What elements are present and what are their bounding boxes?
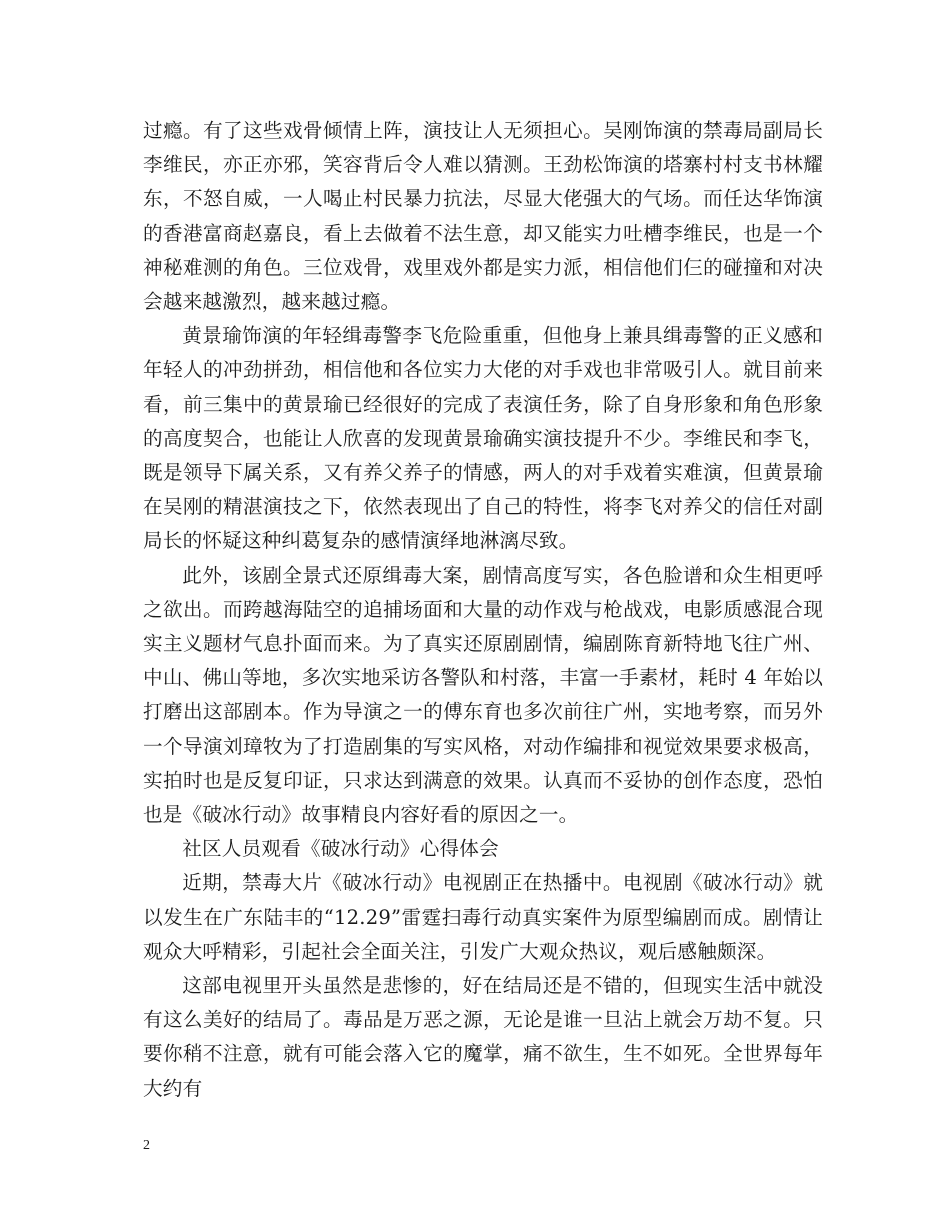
paragraph: 此外，该剧全景式还原缉毒大案，剧情高度写实，各色脸谱和众生相更呼之欲出。而跨越海陆空的追捕场面和大量的动作戏与枪战戏，电影质感混合现实主义题材气息扑面而来。为了真实还原剧剧情，编剧陈育新特地飞往广州、中山、佛山等地，多次实地采访各警队和村落，丰富一手素材，耗时 4 年始以打磨出这部剧本。作为导演之一的傅东育也多次前往广州，实地考察，而另外一个导演刘璋牧为了打造剧集的写实风格，对动作编排和视觉效果要求极高，实拍时也是反复印证，只求达到满意的效果。认真而不妥协的创作态度，恐怕也是《破冰行动》故事精良内容好看的原因之一。: [143, 563, 823, 827]
paragraph: 这部电视里开头虽然是悲惨的，好在结局还是不错的，但现实生活中就没有这么美好的结局了。毒品是万恶之源，无论是谁一旦沾上就会万劫不复。只要你稍不注意，就有可能会落入它的魔掌，痛不欲生，生不如死。全世界每年大约有: [143, 974, 823, 1100]
paragraph: 近期，禁毒大片《破冰行动》电视剧正在热播中。电视剧《破冰行动》就以发生在广东陆丰的“12.29”雷霆扫毒行动真实案件为原型编剧而成。剧情让观众大呼精彩，引起社会全面关注，引发广大观众热议，观后感触颇深。: [143, 871, 823, 963]
paragraph: 过瘾。有了这些戏骨倾情上阵，演技让人无须担心。吴刚饰演的禁毒局副局长李维民，亦正亦邪，笑容背后令人难以猜测。王劲松饰演的塔寨村村支书林耀东，不怒自威，一人喝止村民暴力抗法，尽显大佬强大的气场。而任达华饰演的香港富商赵嘉良，看上去做着不法生意，却又能实力吐槽李维民，也是一个神秘难测的角色。三位戏骨，戏里戏外都是实力派，相信他们仨的碰撞和对决会越来越激烈，越来越过瘾。: [143, 119, 823, 314]
page-number: 2: [143, 1138, 150, 1153]
body-text: [143, 114, 823, 1106]
section-heading: 社区人员观看《破冰行动》心得体会: [182, 837, 499, 861]
paragraph: 黄景瑜饰演的年轻缉毒警李飞危险重重，但他身上兼具缉毒警的正义感和年轻人的冲劲拼劲，相信他和各位实力大佬的对手戏也非常吸引人。就目前来看，前三集中的黄景瑜已经很好的完成了表演任务，除了自身形象和角色形象的高度契合，也能让人欣喜的发现黄景瑜确实演技提升不少。李维民和李飞，既是领导下属关系，又有养父养子的情感，两人的对手戏着实难演，但黄景瑜在吴刚的精湛演技之下，依然表现出了自己的特性，将李飞对养父的信任对副局长的怀疑这种纠葛复杂的感情演绎地淋漓尽致。: [143, 324, 823, 553]
